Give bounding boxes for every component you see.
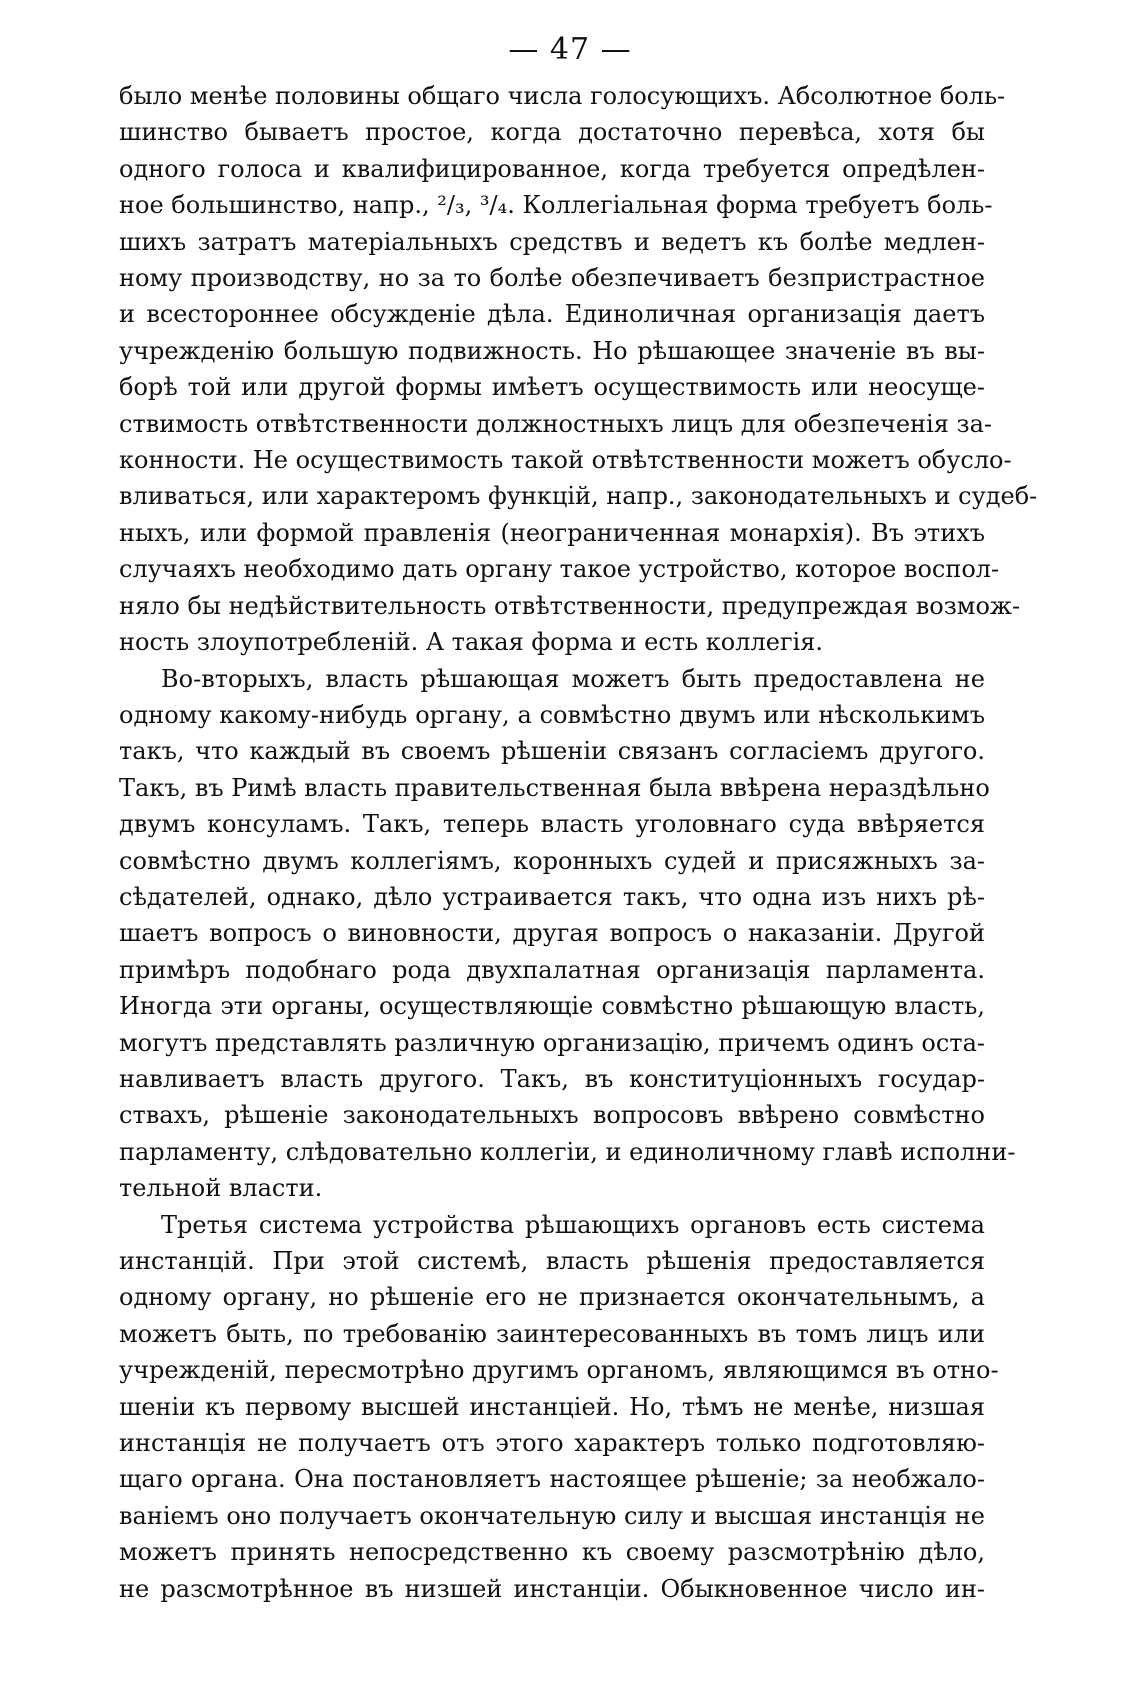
text-line: шеніи къ первому высшей инстанціей. Но, тѣмъ не менѣе, низшая xyxy=(119,1392,985,1421)
text-line: можетъ принять непосредственно къ своему разсмотрѣнію дѣло, xyxy=(119,1538,985,1567)
paragraph-2 xyxy=(119,661,1016,1207)
page-number: — 47 — xyxy=(508,32,632,67)
text-line: тельной власти. xyxy=(119,1174,323,1203)
text-line: такъ, что каждый въ своемъ рѣшеніи связанъ согласіемъ другого. xyxy=(119,737,985,766)
text-line: конности. Не осуществимость такой отвѣтственности можетъ обусло- xyxy=(119,446,1012,475)
text-line: шаетъ вопросъ о виновности, другая вопросъ о наказаніи. Другой xyxy=(119,919,985,948)
text-line: не разсмотрѣнное въ низшей инстанціи. Обыкновенное число ин- xyxy=(119,1574,985,1603)
text-line: навливаетъ власть другого. Такъ, въ конституціонныхъ государ- xyxy=(119,1064,985,1093)
paragraph-1 xyxy=(119,78,1038,661)
paragraph-3 xyxy=(119,1207,999,1607)
text-line: можетъ быть, по требованію заинтересованныхъ въ томъ лицъ или xyxy=(119,1319,985,1348)
text-line: шихъ затратъ матеріальныхъ средствъ и ведетъ къ болѣе медлен- xyxy=(119,227,985,256)
text-line: няло бы недѣйствительность отвѣтственности, предупреждая возмож- xyxy=(119,591,1021,620)
text-line: инстанція не получаетъ отъ этого характеръ только подготовляю- xyxy=(119,1429,985,1458)
text-line: шинство бываетъ простое, когда достаточно перевѣса, хотя бы xyxy=(119,118,985,147)
text-line: ному производству, но за то болѣе обезпечиваетъ безпристрастное xyxy=(119,264,985,293)
text-line: Во-вторыхъ, власть рѣшающая можетъ быть предоставлена не xyxy=(161,664,985,693)
text-line: Иногда эти органы, осуществляющіе совмѣстно рѣшающую власть, xyxy=(119,992,985,1021)
text-line: инстанцій. При этой системѣ, власть рѣшенія предоставляется xyxy=(119,1247,985,1275)
text-line: ствахъ, рѣшеніе законодательныхъ вопросовъ ввѣрено совмѣстно xyxy=(119,1101,985,1130)
text-line: одного голоса и квалифицированное, когда требуется опредѣлен- xyxy=(119,154,985,183)
text-line: борѣ той или другой формы имѣетъ осуществимость или неосуще- xyxy=(119,373,985,402)
text-line: было менѣе половины общаго числа голосующихъ. Абсолютное боль- xyxy=(119,82,1006,110)
text-line: могутъ представлять различную организацію, причемъ одинъ оста- xyxy=(119,1028,985,1057)
text-line: совмѣстно двумъ коллегіямъ, коронныхъ судей и присяжныхъ за- xyxy=(119,846,985,875)
text-line: двумъ консуламъ. Такъ, теперь власть уголовнаго суда ввѣряется xyxy=(119,810,985,839)
body-text xyxy=(119,78,1038,1607)
text-line: ное большинство, напр., ²/₃, ³/₄. Коллегіальная форма требуетъ боль- xyxy=(119,191,993,220)
text-line: сѣдателей, однако, дѣло устраивается такъ, что одна изъ нихъ рѣ- xyxy=(119,882,985,911)
text-line: случаяхъ необходимо дать органу такое устройство, которое воспол- xyxy=(119,555,1000,584)
text-line: ствимость отвѣтственности должностныхъ лицъ для обезпеченія за- xyxy=(119,409,992,438)
text-line: ность злоупотребленій. А такая форма и есть коллегія. xyxy=(119,628,823,657)
text-line: примѣръ подобнаго рода двухпалатная организація парламента. xyxy=(119,955,985,984)
text-line: одному какому-нибудь органу, а совмѣстно двумъ или нѣсколькимъ xyxy=(119,700,985,729)
text-line: вливаться, или характеромъ функцій, напр., законодательныхъ и судеб- xyxy=(119,482,1038,511)
text-line: парламенту, слѣдовательно коллегіи, и единоличному главѣ исполни- xyxy=(119,1137,1016,1166)
text-line: ваніемъ оно получаетъ окончательную силу и высшая инстанція не xyxy=(119,1501,985,1530)
text-line: Третья система устройства рѣшающихъ органовъ есть система xyxy=(161,1210,985,1239)
text-line: ныхъ, или формой правленія (неограниченная монархія). Въ этихъ xyxy=(119,518,985,547)
text-line: учрежденій, пересмотрѣно другимъ органомъ, являющимся въ отно- xyxy=(119,1356,999,1385)
text-line: учрежденію большую подвижность. Но рѣшающее значеніе въ вы- xyxy=(119,336,985,365)
text-line: и всестороннее обсужденіе дѣла. Единоличная организація даетъ xyxy=(119,300,985,329)
text-line: щаго органа. Она постановляетъ настоящее рѣшеніе; за необжало- xyxy=(119,1465,985,1494)
text-line: Такъ, въ Римѣ власть правительственная была ввѣрена нераздѣльно xyxy=(119,773,990,802)
text-line: одному органу, но рѣшеніе его не признается окончательнымъ, а xyxy=(119,1283,985,1312)
